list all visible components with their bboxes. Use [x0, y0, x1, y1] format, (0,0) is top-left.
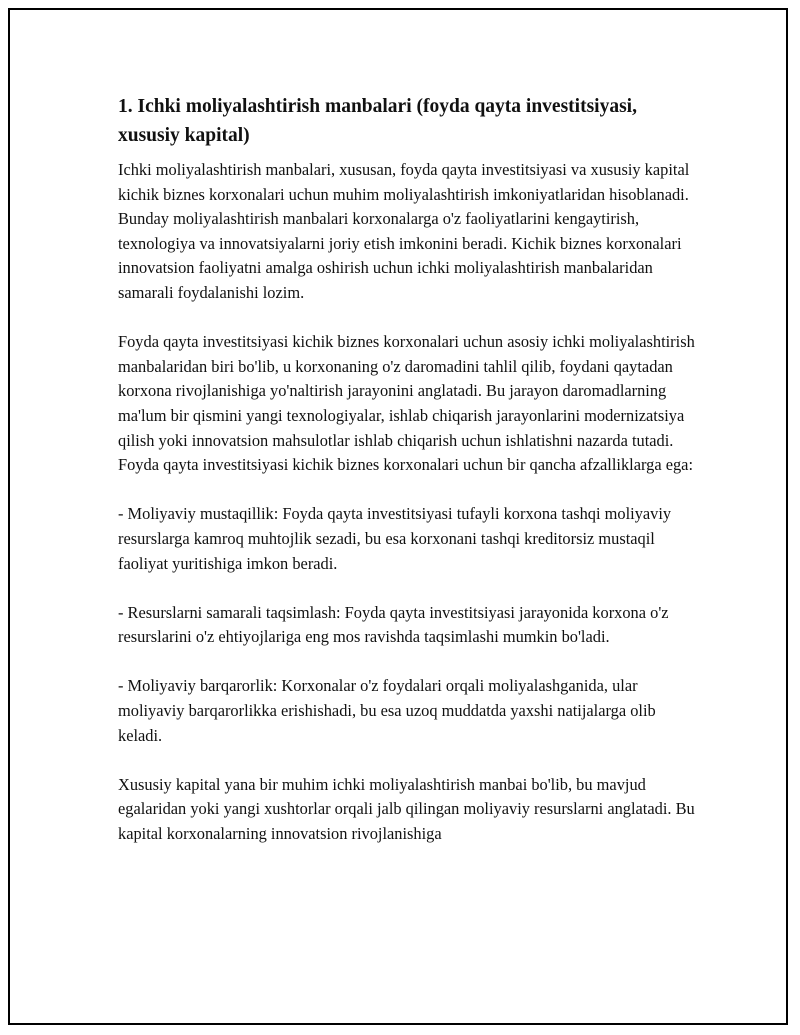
list-item-financial-independence: - Moliyaviy mustaqillik: Foyda qayta investitsiyasi tufayli korxona tashqi moliyaviy resurslarga kamroq muhtojlik sezadi, bu esa korxonani tashqi kreditorsiz mustaqil faoliyat yuritishiga imkon beradi. [118, 504, 672, 573]
list-item-resource-allocation: - Resurslarni samarali taqsimlash: Foyda qayta investitsiyasi jarayonida korxona o'z resurslarini o'z ehtiyojlariga eng mos ravishda taqsimlashi mumkin bo'ladi. [118, 602, 669, 647]
list-item-financial-stability: - Moliyaviy barqarorlik: Korxonalar o'z foydalari orqali moliyalashganida, ular moliyaviy barqarorlikka erishishadi, bu esa uzoq muddatda yaxshi natijalarga olib keladi. [118, 676, 656, 745]
paragraph-profit-reinvestment: Foyda qayta investitsiyasi kichik biznes korxonalari uchun asosiy ichki moliyalashtirish manbalaridan biri bo'lib, u korxonaning o'z daromadini tahlil qilib, foydani qaytadan korxona rivojlanishiga yo'naltirish jarayonini anglatadi. Bu jarayon daromadlarning ma'lum bir qismini yangi texnologiyalar, ishlab chiqarish jarayonlarini modernizatsiya qilish yoki innovatsion mahsulotlar ishlab chiqarish uchun ishlatishni nazarda tutadi. Foyda qayta investitsiyasi kichik biznes korxonalari uchun bir qancha afzalliklarga ega: [118, 332, 695, 475]
paragraph-private-capital: Xususiy kapital yana bir muhim ichki moliyalashtirish manbai bo'lib, bu mavjud egalaridan yoki yangi xushtorlar orqali jalb qilingan moliyaviy resurslarni anglatadi. Bu kapital korxonalarning innovatsion rivojlanishiga [118, 774, 695, 844]
document-body [118, 92, 696, 847]
paragraph-intro: Ichki moliyalashtirish manbalari, xususan, foyda qayta investitsiyasi va xususiy kapital kichik biznes korxonalari uchun muhim moliyalashtirish imkoniyatlaridan hisoblanadi. Bunday moliyalashtirish manbalari korxonalarga o'z faoliyatlarini kengaytirish, texnologiya va innovatsiyalarni joriy etish imkonini beradi. Kichik biznes korxonalari innovatsion faoliyatni amalga oshirish uchun ichki moliyalashtirish manbalaridan samarali foydalanishi lozim. [118, 160, 690, 302]
section-heading: 1. Ichki moliyalashtirish manbalari (foyda qayta investitsiyasi, xususiy kapital) [118, 96, 637, 146]
